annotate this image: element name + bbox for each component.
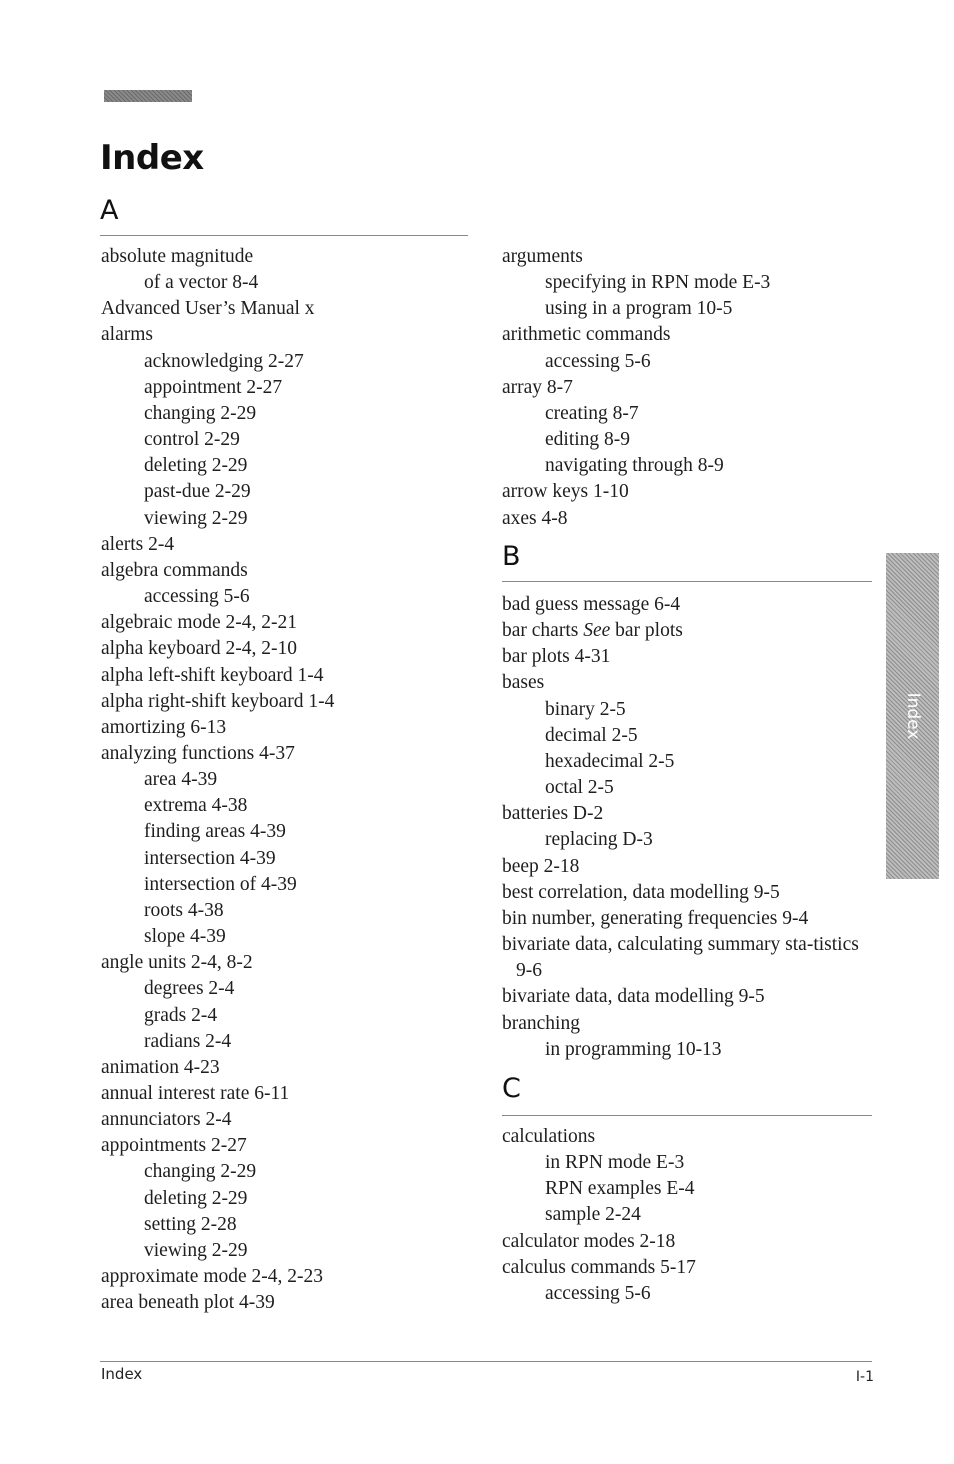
index-entry: arguments bbox=[502, 246, 583, 267]
see-reference: See bbox=[583, 620, 611, 642]
index-entry: branching bbox=[502, 1012, 580, 1034]
footer-section-name: Index bbox=[101, 1365, 143, 1383]
index-entry: alpha right-shift keyboard 1-4 bbox=[101, 690, 335, 712]
index-subentry: viewing 2-29 bbox=[144, 507, 248, 529]
index-entry: axes 4-8 bbox=[502, 507, 568, 529]
index-subentry: slope 4-39 bbox=[144, 926, 226, 948]
index-entry: beep 2-18 bbox=[502, 855, 580, 877]
index-entry: Advanced User’s Manual x bbox=[101, 298, 315, 320]
index-subentry: accessing 5-6 bbox=[545, 1282, 651, 1304]
index-subentry: roots 4-38 bbox=[144, 899, 224, 921]
index-entry: appointments 2-27 bbox=[101, 1135, 247, 1157]
section-letter-c: C bbox=[502, 1073, 521, 1104]
section-a-rule bbox=[100, 235, 468, 236]
section-b-rule bbox=[502, 581, 872, 582]
index-entry: bad guess message 6-4 bbox=[502, 594, 681, 615]
index-subentry: intersection 4-39 bbox=[144, 847, 276, 869]
chapter-bar bbox=[104, 90, 192, 102]
index-subentry: degrees 2-4 bbox=[144, 978, 235, 1000]
side-tab-label: Index bbox=[902, 692, 923, 740]
index-subentry: intersection of 4-39 bbox=[144, 873, 297, 895]
index-subentry: in programming 10-13 bbox=[545, 1038, 722, 1060]
index-subentry: changing 2-29 bbox=[144, 1161, 257, 1183]
index-entry: alarms bbox=[101, 324, 153, 346]
index-entry: calculations bbox=[502, 1126, 596, 1147]
index-subentry: replacing D-3 bbox=[545, 829, 653, 851]
index-subentry: appointment 2-27 bbox=[144, 376, 283, 398]
index-entry: area beneath plot 4-39 bbox=[101, 1292, 275, 1314]
section-b-list bbox=[502, 592, 872, 1063]
index-subentry: creating 8-7 bbox=[545, 402, 639, 424]
index-subentry: hexadecimal 2-5 bbox=[545, 750, 675, 772]
section-c-list bbox=[502, 1124, 872, 1307]
index-entry: bases bbox=[502, 672, 545, 694]
index-side-tab bbox=[886, 553, 939, 879]
entry-text: bar charts bbox=[502, 620, 584, 642]
index-subentry: deleting 2-29 bbox=[144, 1187, 248, 1209]
index-entry: absolute magnitude bbox=[101, 246, 254, 267]
index-subentry: octal 2-5 bbox=[545, 777, 614, 799]
index-subentry: setting 2-28 bbox=[144, 1213, 237, 1235]
index-subentry: deleting 2-29 bbox=[144, 455, 248, 477]
page-title: Index bbox=[100, 138, 204, 178]
index-subentry: radians 2-4 bbox=[144, 1030, 232, 1052]
index-subentry: grads 2-4 bbox=[144, 1004, 218, 1026]
section-letter-a: A bbox=[100, 195, 119, 226]
index-subentry: specifying in RPN mode E-3 bbox=[545, 272, 771, 294]
index-subentry: using in a program 10-5 bbox=[545, 298, 733, 320]
index-subentry: control 2-29 bbox=[144, 429, 240, 451]
index-entry: algebra commands bbox=[101, 559, 248, 581]
index-subentry: binary 2-5 bbox=[545, 698, 626, 720]
index-entry: animation 4-23 bbox=[101, 1056, 220, 1078]
index-entry: alpha left-shift keyboard 1-4 bbox=[101, 664, 324, 686]
index-entry: array 8-7 bbox=[502, 376, 573, 398]
index-entry: bar plots 4-31 bbox=[502, 646, 611, 668]
index-subentry: of a vector 8-4 bbox=[144, 272, 259, 294]
index-entry: best correlation, data modelling 9-5 bbox=[502, 881, 780, 903]
section-c-rule bbox=[502, 1115, 872, 1116]
section-b bbox=[502, 541, 872, 1063]
index-entry: amortizing 6-13 bbox=[101, 716, 227, 738]
section-a-header bbox=[100, 195, 468, 236]
index-entry: arrow keys 1-10 bbox=[502, 481, 629, 503]
index-subentry: extrema 4-38 bbox=[144, 795, 248, 817]
section-c bbox=[502, 1073, 872, 1307]
index-entry: approximate mode 2-4, 2-23 bbox=[101, 1266, 324, 1288]
index-entry: annual interest rate 6-11 bbox=[101, 1083, 290, 1104]
index-subentry: accessing 5-6 bbox=[545, 350, 651, 372]
index-entry: bivariate data, calculating summary sta-tistics 9-6 bbox=[502, 934, 859, 982]
index-entry: annunciators 2-4 bbox=[101, 1109, 232, 1131]
index-subentry: acknowledging 2-27 bbox=[144, 350, 304, 372]
index-subentry: past-due 2-29 bbox=[144, 481, 251, 503]
index-subentry: RPN examples E-4 bbox=[545, 1178, 695, 1200]
footer-rule bbox=[100, 1361, 872, 1362]
index-subentry: editing 8-9 bbox=[545, 429, 631, 451]
index-entry: algebraic mode 2-4, 2-21 bbox=[101, 612, 298, 634]
index-entry: alerts 2-4 bbox=[101, 533, 175, 555]
index-subentry: in RPN mode E-3 bbox=[545, 1152, 685, 1174]
index-subentry: accessing 5-6 bbox=[144, 586, 250, 608]
index-subentry: changing 2-29 bbox=[144, 402, 257, 424]
index-subentry: decimal 2-5 bbox=[545, 724, 638, 746]
index-entry: calculator modes 2-18 bbox=[502, 1230, 676, 1252]
index-subentry: navigating through 8-9 bbox=[545, 455, 724, 477]
index-entry: bivariate data, data modelling 9-5 bbox=[502, 986, 765, 1008]
index-entry: batteries D-2 bbox=[502, 803, 604, 825]
index-entry bbox=[502, 618, 872, 644]
section-a-left-list bbox=[101, 244, 481, 1316]
index-entry: alpha keyboard 2-4, 2-10 bbox=[101, 638, 298, 660]
index-entry: angle units 2-4, 8-2 bbox=[101, 952, 253, 974]
section-letter-b: B bbox=[502, 541, 521, 572]
index-subentry: finding areas 4-39 bbox=[144, 821, 286, 843]
index-subentry: viewing 2-29 bbox=[144, 1239, 248, 1261]
index-subentry: area 4-39 bbox=[144, 769, 218, 791]
index-entry: bin number, generating frequencies 9-4 bbox=[502, 907, 809, 929]
index-subentry: sample 2-24 bbox=[545, 1204, 641, 1226]
index-entry: arithmetic commands bbox=[502, 324, 671, 346]
page-number: I-1 bbox=[855, 1369, 874, 1385]
section-a-right-list bbox=[502, 244, 874, 532]
index-entry: calculus commands 5-17 bbox=[502, 1256, 696, 1278]
index-entry: analyzing functions 4-37 bbox=[101, 742, 295, 764]
entry-text: bar plots bbox=[610, 620, 683, 642]
